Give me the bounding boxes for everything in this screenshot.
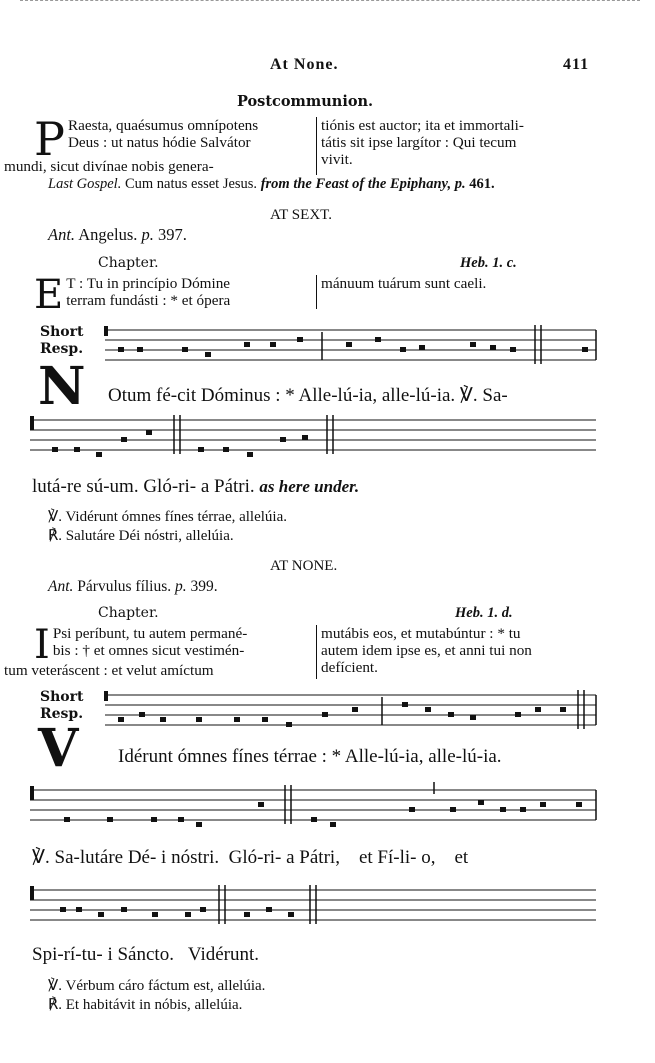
postcommunion-left-column xyxy=(4,112,312,175)
none-column-divider xyxy=(316,625,317,679)
none-left-line-3: tum veteráscent : et velut amíctum xyxy=(4,662,214,679)
page-top-rule xyxy=(20,0,640,4)
pc-left-line-3: mundi, sicut divínae nobis genera- xyxy=(4,158,214,175)
sext-ant-label: Ant. xyxy=(48,225,76,244)
page-number: 411 xyxy=(563,56,590,73)
sext-column-divider xyxy=(316,275,317,309)
none-lyric-line-1: Idérunt ómnes fínes térrae : * Alle-lú-ia, alle-lú-ia. xyxy=(118,746,502,767)
none-response: ℟. Et habitávit in nóbis, allelúia. xyxy=(48,997,243,1013)
none-ant-page: 399. xyxy=(190,578,218,595)
none-chant-staff-2 xyxy=(0,780,655,836)
sext-resp-label: Resp. xyxy=(40,341,84,357)
none-big-initial-V: V xyxy=(38,718,79,779)
sext-left-line-2: terram fundásti : * et ópera xyxy=(66,292,231,309)
sext-chant-staff-1 xyxy=(0,320,655,370)
sext-chapter-ref: Heb. 1. c. xyxy=(460,255,517,271)
sext-antiphon xyxy=(48,225,187,245)
postcommunion-heading: Postcommunion. xyxy=(237,93,374,110)
none-resp-label: Resp. xyxy=(40,706,84,722)
sext-chapter-text xyxy=(34,272,626,318)
sext-ant-p: p. xyxy=(141,225,154,244)
none-right-line-2: autem idem ipse es, et anni tui non xyxy=(321,642,532,659)
drop-cap-E: E xyxy=(34,272,64,318)
sext-lyric-line-2-italic: as here under. xyxy=(259,477,360,496)
last-gospel-label: Last Gospel. xyxy=(48,176,122,192)
sext-heading: AT SEXT. xyxy=(270,207,332,223)
none-chant-staff-3 xyxy=(0,880,655,936)
pc-right-line-3: vivit. xyxy=(321,151,353,168)
sext-chapter-left xyxy=(34,272,312,318)
sext-chant-staff-2 xyxy=(0,410,655,466)
none-antiphon xyxy=(48,578,218,596)
sext-chapter-right xyxy=(321,275,611,312)
none-chapter-text xyxy=(4,622,626,679)
last-gospel-line xyxy=(48,176,495,193)
none-versicle: ℣. Vérbum cáro fáctum est, allelúia. xyxy=(48,978,266,994)
sext-versicle: ℣. Vidérunt ómnes fínes térrae, allelúia. xyxy=(48,509,288,525)
none-ant-label: Ant. xyxy=(48,578,74,595)
sext-lyric-line-2 xyxy=(32,476,359,498)
none-chapter-label: Chapter. xyxy=(98,605,159,621)
postcommunion-text xyxy=(4,112,626,175)
sext-response: ℟. Salutáre Déi nóstri, allelúia. xyxy=(48,528,234,544)
none-short-label: Short xyxy=(40,689,84,705)
none-right-line-1: mutábis eos, et mutabúntur : * tu xyxy=(321,625,521,642)
column-divider xyxy=(316,117,317,175)
none-chapter-ref: Heb. 1. d. xyxy=(455,605,513,621)
last-gospel-ref: from the Feast of the Epiphany, p. xyxy=(260,176,466,192)
none-lyric-line-2: ℣. Sa-lutáre Dé- i nóstri. Gló-ri- a Pátri, et Fí-li- o, et xyxy=(32,847,469,868)
none-chant-staff-1 xyxy=(0,685,655,735)
none-heading: AT NONE. xyxy=(270,558,338,574)
none-lyric-line-3: Spi-rí-tu- i Sáncto. Vidérunt. xyxy=(32,944,260,965)
none-ant-text: Párvulus fílius. xyxy=(77,578,172,595)
sext-left-line-1: T : Tu in princípio Dómine xyxy=(66,275,231,292)
none-left-line-2: bis : † et omnes sicut vestimén- xyxy=(52,642,245,659)
running-head-title: At None. xyxy=(270,56,339,73)
drop-cap-I: I xyxy=(34,622,50,668)
none-chapter-left xyxy=(4,622,312,679)
sext-ant-page: 397. xyxy=(158,225,187,244)
pc-right-line-1: tiónis est auctor; ita et immortali- xyxy=(321,117,524,134)
none-ant-p: p. xyxy=(175,578,187,595)
sext-ant-text: Angelus. xyxy=(78,225,138,244)
pc-left-line-2: Deus : ut natus hódie Salvátor xyxy=(67,134,251,151)
sext-short-label: Short xyxy=(40,324,84,340)
drop-cap-P: P xyxy=(34,112,65,166)
sext-right-line-1: mánuum tuárum sunt caeli. xyxy=(321,275,487,292)
none-chapter-right xyxy=(321,625,611,679)
pc-right-line-2: tátis sit ipse largítor : Qui tecum xyxy=(321,134,517,151)
none-left-line-1: Psi períbunt, tu autem permané- xyxy=(52,625,248,642)
sext-big-initial-N: N xyxy=(38,356,86,417)
last-gospel-text: Cum natus esset Jesus. xyxy=(124,176,258,192)
postcommunion-right-column xyxy=(321,117,611,175)
sext-chapter-label: Chapter. xyxy=(98,255,159,271)
sext-lyric-line-1: Otum fé-cit Dóminus : * Alle-lú-ia, alle-lú-ia. ℣. Sa- xyxy=(108,385,508,406)
pc-left-line-1: Raesta, quaésumus omnípotens xyxy=(67,117,259,134)
last-gospel-page: 461. xyxy=(469,176,495,192)
sext-lyric-line-2-text: lutá-re sú-um. Gló-ri- a Pátri. xyxy=(32,476,255,497)
none-right-line-3: defícient. xyxy=(321,659,378,676)
